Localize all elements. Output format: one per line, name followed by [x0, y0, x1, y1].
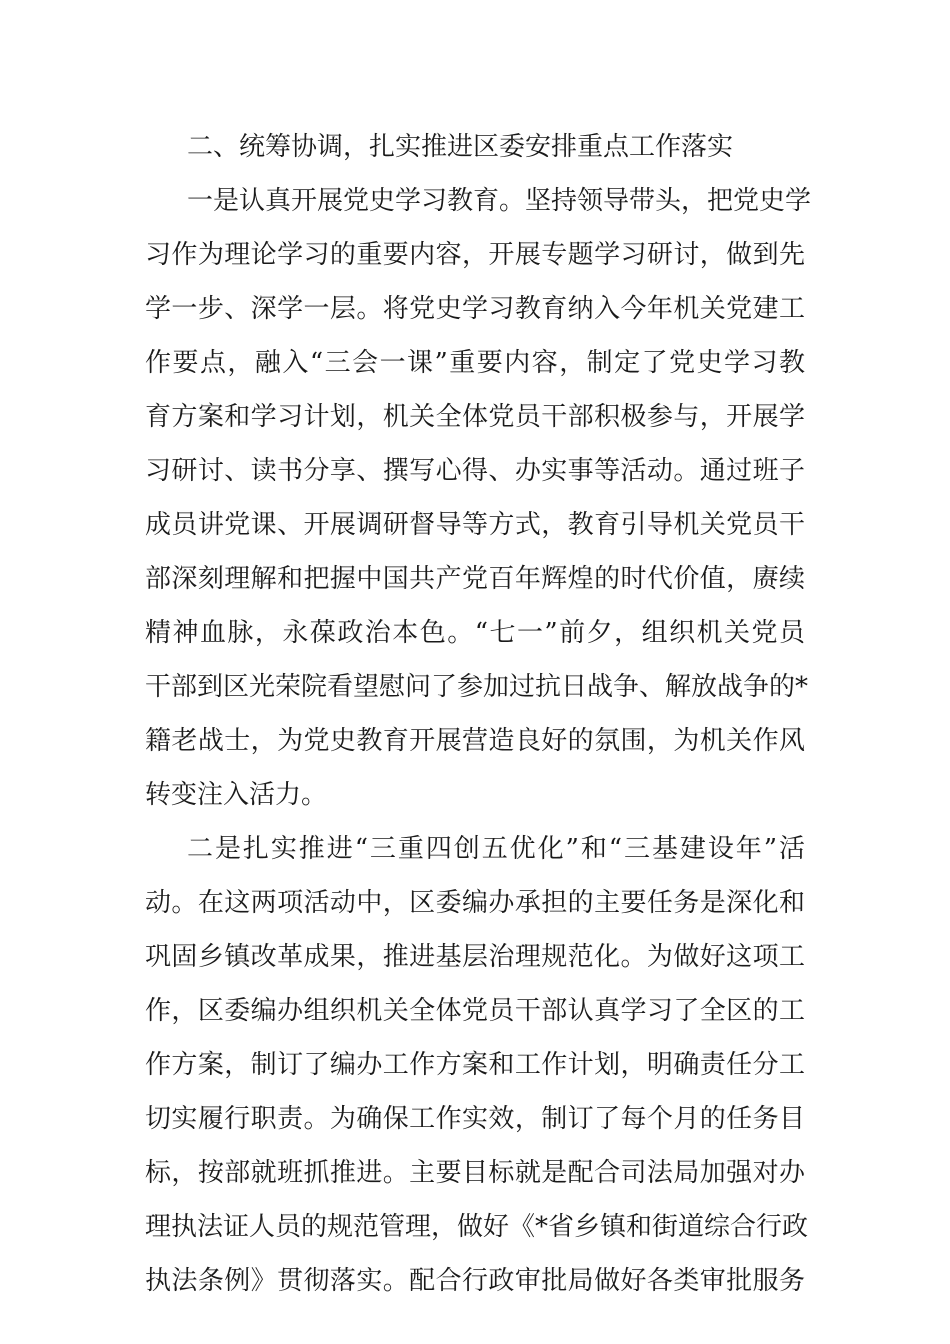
paragraph-line: 巩固乡镇改革成果，推进基层治理规范化。为做好这项工: [145, 942, 805, 972]
paragraph-line: 作，区委编办组织机关全体党员干部认真学习了全区的工: [145, 996, 805, 1026]
paragraph-line: 转变注入活力。: [145, 780, 328, 810]
paragraph-party-history: [145, 174, 812, 822]
paragraph-line: 二是扎实推进“三重四创五优化”和“三基建设年”活: [187, 834, 805, 864]
paragraph-line: 理执法证人员的规范管理，做好《*省乡镇和街道综合行政: [145, 1212, 809, 1242]
paragraph-line: 切实履行职责。为确保工作实效，制订了每个月的任务目: [145, 1104, 805, 1134]
paragraph-line: 部深刻理解和把握中国共产党百年辉煌的时代价值，赓续: [145, 564, 805, 594]
section-heading: 二、统筹协调，扎实推进区委安排重点工作落实: [187, 132, 734, 162]
paragraph-line: 作方案，制订了编办工作方案和工作计划，明确责任分工: [145, 1050, 805, 1080]
paragraph-line: 籍老战士，为党史教育开展营造良好的氛围，为机关作风: [145, 726, 805, 756]
paragraph-line: 一是认真开展党史学习教育。坚持领导带头，把党史学: [187, 186, 812, 216]
paragraph-line: 执法条例》贯彻落实。配合行政审批局做好各类审批服务: [145, 1266, 805, 1296]
paragraph-line: 标，按部就班抓推进。主要目标就是配合司法局加强对办: [145, 1158, 805, 1188]
paragraph-line: 习研讨、读书分享、撰写心得、办实事等活动。通过班子: [145, 456, 805, 486]
document-body: [145, 120, 812, 1308]
paragraph-line: 习作为理论学习的重要内容，开展专题学习研讨，做到先: [145, 240, 805, 270]
paragraph-line: 作要点，融入“三会一课”重要内容，制定了党史学习教: [145, 348, 805, 378]
paragraph-line: 干部到区光荣院看望慰问了参加过抗日战争、解放战争的*: [145, 672, 809, 702]
paragraph-line: 学一步、深学一层。将党史学习教育纳入今年机关党建工: [145, 294, 805, 324]
paragraph-line: 动。在这两项活动中，区委编办承担的主要任务是深化和: [145, 888, 805, 918]
paragraph-activities: [145, 822, 809, 1308]
paragraph-line: 育方案和学习计划，机关全体党员干部积极参与，开展学: [145, 402, 805, 432]
paragraph-line: 精神血脉，永葆政治本色。“七一”前夕，组织机关党员: [145, 618, 805, 648]
paragraph-line: 成员讲党课、开展调研督导等方式，教育引导机关党员干: [145, 510, 805, 540]
